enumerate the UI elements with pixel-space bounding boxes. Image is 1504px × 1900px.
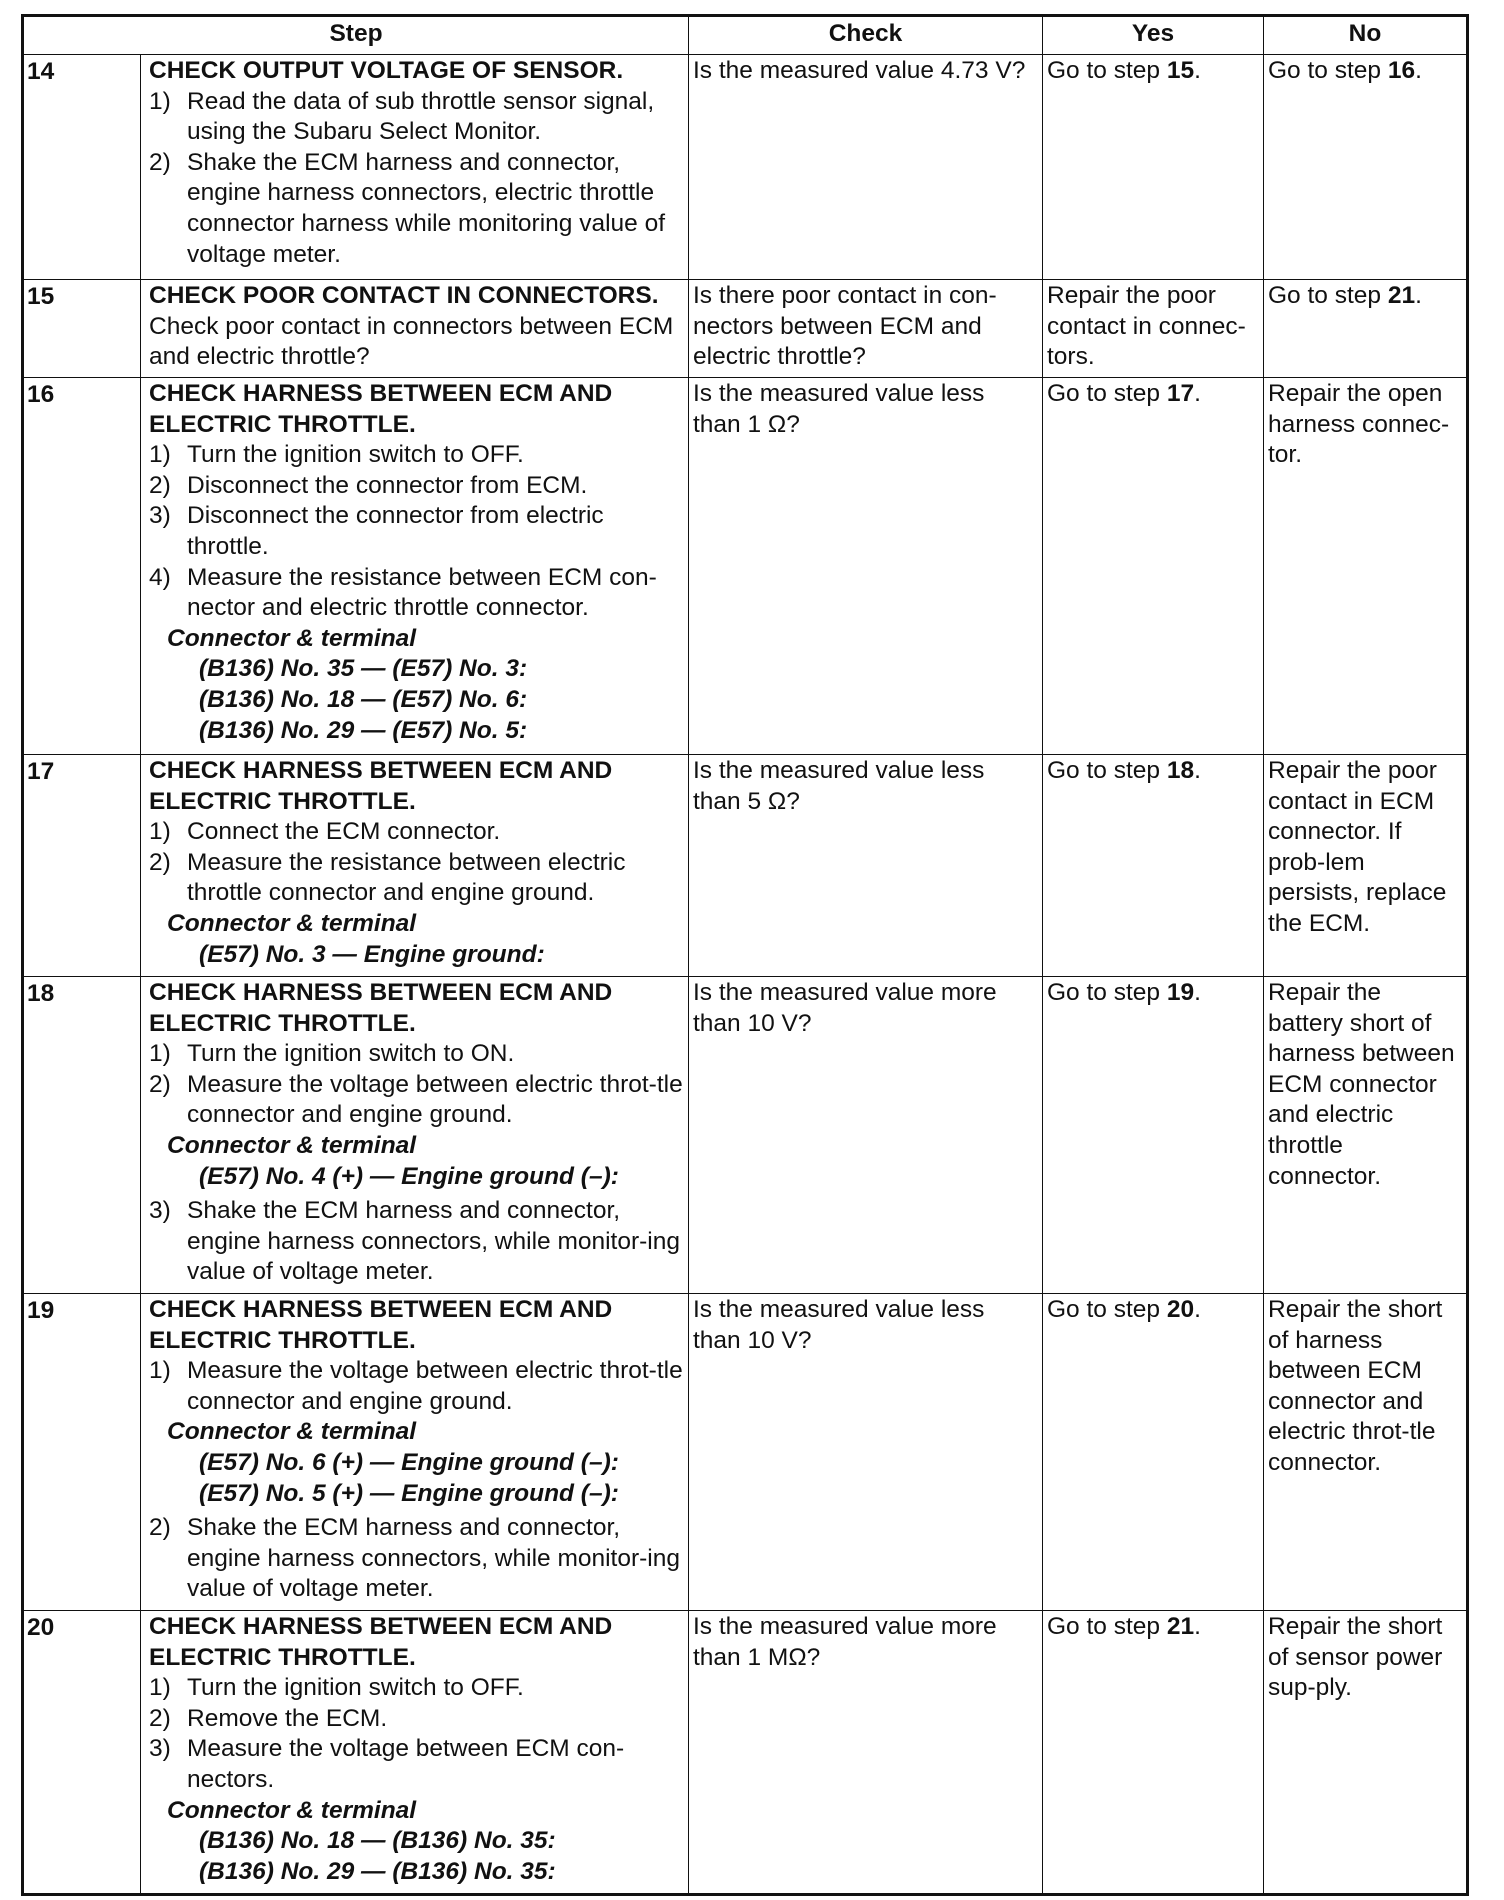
header-no: No bbox=[1264, 16, 1468, 55]
step-title: CHECK POOR CONTACT IN CONNECTORS. bbox=[149, 282, 659, 309]
connector-terminal-spec: (B136) No. 18 — (E57) No. 6: bbox=[199, 685, 528, 713]
step-cell bbox=[141, 1294, 689, 1611]
check-cell: Is the measured value 4.73 V? bbox=[689, 55, 1043, 280]
no-cell: Repair the short of harness between ECM connector and electric throt-tle connector. bbox=[1264, 1294, 1468, 1611]
table-row bbox=[23, 280, 1468, 378]
table-row bbox=[23, 977, 1468, 1294]
table-row bbox=[23, 55, 1468, 280]
table-row bbox=[23, 378, 1468, 755]
step-number: 20 bbox=[23, 1611, 141, 1895]
step-number: 17 bbox=[23, 755, 141, 977]
connector-terminal-spec: (B136) No. 29 — (B136) No. 35: bbox=[199, 1857, 556, 1885]
step-item: 3) Disconnect the connector from electric throttle. bbox=[149, 502, 604, 560]
connector-terminal-heading: Connector & terminal bbox=[167, 624, 417, 652]
check-cell: Is there poor contact in con-nectors between ECM and electric throttle? bbox=[689, 280, 1043, 378]
step-number: 15 bbox=[23, 280, 141, 378]
yes-cell: Repair the poor contact in connec-tors. bbox=[1043, 280, 1264, 378]
step-item: 1) Read the data of sub throttle sensor signal, using the Subaru Select Monitor. bbox=[149, 87, 655, 146]
header-step: Step bbox=[23, 16, 689, 55]
step-title: CHECK HARNESS BETWEEN ECM AND ELECTRIC THROTTLE. bbox=[149, 979, 613, 1037]
step-title: CHECK HARNESS BETWEEN ECM AND ELECTRIC THROTTLE. bbox=[149, 757, 613, 815]
step-title: CHECK OUTPUT VOLTAGE OF SENSOR. bbox=[149, 57, 624, 84]
yes-cell: Go to step 21. bbox=[1043, 1611, 1264, 1895]
header-check: Check bbox=[689, 16, 1043, 55]
step-item: 4) Measure the resistance between ECM con-nector and electric throttle connector. bbox=[149, 563, 657, 622]
check-cell: Is the measured value less than 1 Ω? bbox=[689, 378, 1043, 755]
step-item: 1) Turn the ignition switch to OFF. bbox=[149, 441, 524, 469]
connector-terminal-spec: (E57) No. 3 — Engine ground: bbox=[199, 940, 545, 968]
step-item: 2) Shake the ECM harness and connector, engine harness connectors, electric throttle connector harness while monitoring value of voltage meter. bbox=[149, 148, 666, 268]
yes-cell: Go to step 17. bbox=[1043, 378, 1264, 755]
connector-terminal-spec: (B136) No. 29 — (E57) No. 5: bbox=[199, 716, 528, 744]
step-cell bbox=[141, 977, 689, 1294]
step-cell bbox=[141, 280, 689, 378]
step-item: 2) Remove the ECM. bbox=[149, 1704, 388, 1732]
step-cell bbox=[141, 755, 689, 977]
step-title: CHECK HARNESS BETWEEN ECM AND ELECTRIC THROTTLE. bbox=[149, 1296, 613, 1354]
yes-cell: Go to step 20. bbox=[1043, 1294, 1264, 1611]
no-cell: Go to step 16. bbox=[1264, 55, 1468, 280]
check-cell: Is the measured value less than 10 V? bbox=[689, 1294, 1043, 1611]
connector-terminal-heading: Connector & terminal bbox=[167, 1131, 417, 1159]
connector-terminal-spec: (B136) No. 35 — (E57) No. 3: bbox=[199, 655, 528, 683]
step-item: 2) Measure the resistance between electric throttle connector and engine ground. bbox=[149, 848, 626, 907]
no-cell: Repair the short of sensor power sup-ply. bbox=[1264, 1611, 1468, 1895]
yes-cell: Go to step 15. bbox=[1043, 55, 1264, 280]
step-paragraph: Check poor contact in connectors between ECM and electric throttle? bbox=[149, 312, 674, 371]
step-cell bbox=[141, 378, 689, 755]
step-item: 1) Measure the voltage between electric throt-tle connector and engine ground. bbox=[149, 1357, 683, 1415]
connector-terminal-spec: (E57) No. 5 (+) — Engine ground (–): bbox=[199, 1479, 619, 1507]
step-title: CHECK HARNESS BETWEEN ECM AND ELECTRIC THROTTLE. bbox=[149, 380, 613, 438]
connector-terminal-spec: (E57) No. 6 (+) — Engine ground (–): bbox=[199, 1448, 619, 1476]
table-row bbox=[23, 1611, 1468, 1895]
check-cell: Is the measured value more than 10 V? bbox=[689, 977, 1043, 1294]
diagnostic-table bbox=[21, 14, 1469, 1896]
connector-terminal-spec: (E57) No. 4 (+) — Engine ground (–): bbox=[199, 1162, 619, 1190]
step-number: 18 bbox=[23, 977, 141, 1294]
connector-terminal-spec: (B136) No. 18 — (B136) No. 35: bbox=[199, 1827, 556, 1855]
yes-cell: Go to step 18. bbox=[1043, 755, 1264, 977]
no-cell: Go to step 21. bbox=[1264, 280, 1468, 378]
step-item: 2) Measure the voltage between electric throt-tle connector and engine ground. bbox=[149, 1070, 683, 1129]
step-title: CHECK HARNESS BETWEEN ECM AND ELECTRIC THROTTLE. bbox=[149, 1613, 613, 1671]
diagnostic-sheet bbox=[21, 14, 1466, 1896]
step-item: 1) Connect the ECM connector. bbox=[149, 818, 501, 846]
step-item: 1) Turn the ignition switch to ON. bbox=[149, 1040, 515, 1068]
table-row bbox=[23, 755, 1468, 977]
step-number: 16 bbox=[23, 378, 141, 755]
step-item: 2) Shake the ECM harness and connector, engine harness connectors, while monitor-ing value of voltage meter. bbox=[149, 1514, 680, 1603]
step-number: 19 bbox=[23, 1294, 141, 1611]
connector-terminal-heading: Connector & terminal bbox=[167, 1418, 417, 1446]
step-number: 14 bbox=[23, 55, 141, 280]
step-item: 2) Disconnect the connector from ECM. bbox=[149, 471, 588, 499]
header-yes: Yes bbox=[1043, 16, 1264, 55]
check-cell: Is the measured value more than 1 MΩ? bbox=[689, 1611, 1043, 1895]
yes-cell: Go to step 19. bbox=[1043, 977, 1264, 1294]
no-cell: Repair the open harness connec-tor. bbox=[1264, 378, 1468, 755]
connector-terminal-heading: Connector & terminal bbox=[167, 1796, 417, 1824]
check-cell: Is the measured value less than 5 Ω? bbox=[689, 755, 1043, 977]
step-item: 3) Measure the voltage between ECM con-nectors. bbox=[149, 1735, 625, 1793]
no-cell: Repair the poor contact in ECM connector. If prob-lem persists, replace the ECM. bbox=[1264, 755, 1468, 977]
connector-terminal-heading: Connector & terminal bbox=[167, 909, 417, 937]
step-item: 3) Shake the ECM harness and connector, engine harness connectors, while monitor-ing value of voltage meter. bbox=[149, 1197, 680, 1286]
table-row bbox=[23, 1294, 1468, 1611]
no-cell: Repair the battery short of harness between ECM connector and electric throttle connector. bbox=[1264, 977, 1468, 1294]
step-cell bbox=[141, 55, 689, 280]
step-cell bbox=[141, 1611, 689, 1895]
step-item: 1) Turn the ignition switch to OFF. bbox=[149, 1674, 524, 1702]
header-row bbox=[23, 16, 1468, 55]
